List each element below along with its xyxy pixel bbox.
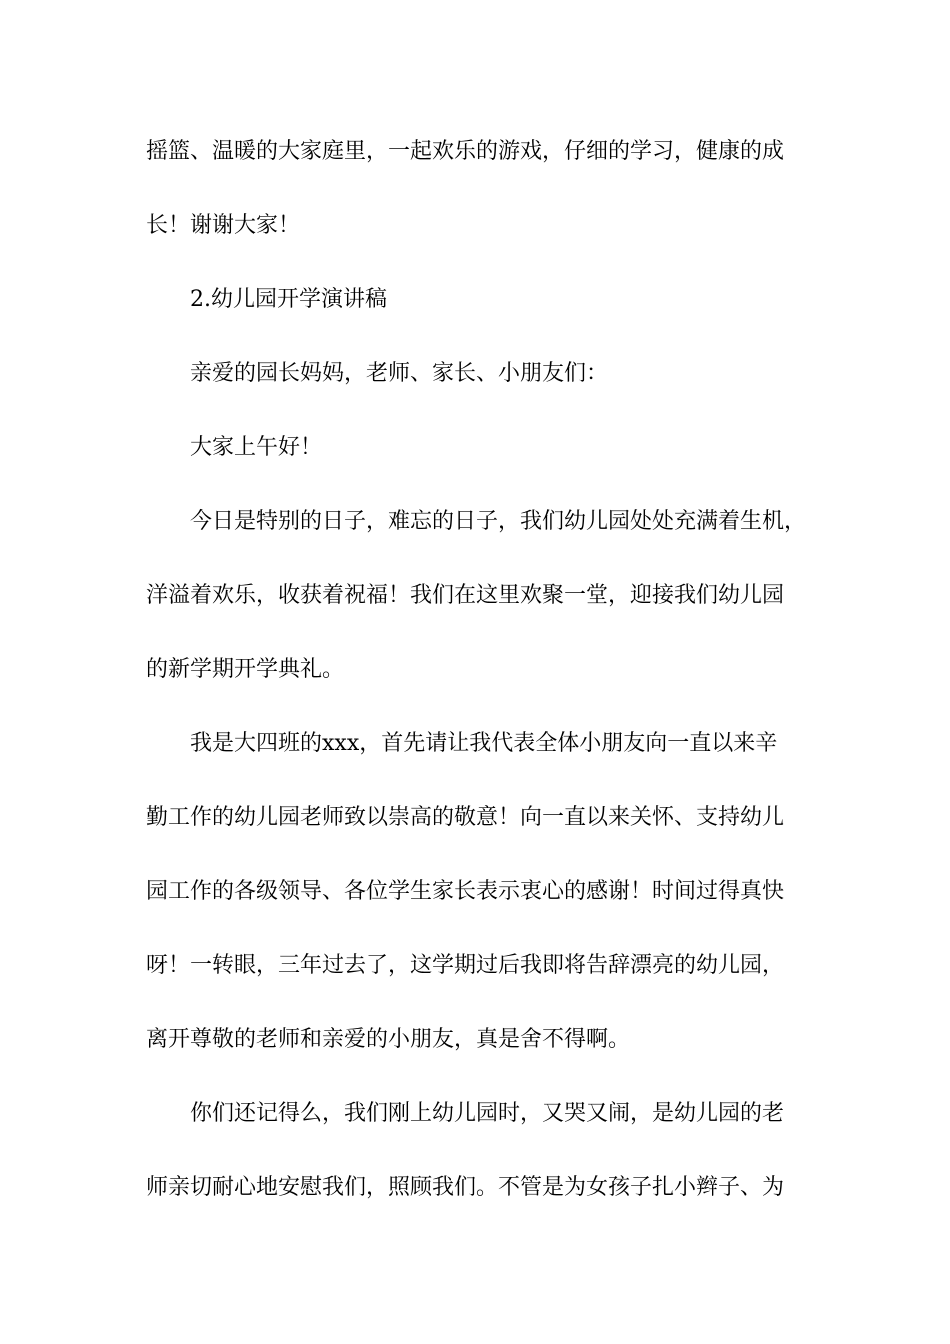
text-line: 今日是特别的日子，难忘的日子，我们幼儿园处处充满着生机， (190, 509, 807, 534)
text-line: 长！谢谢大家！ (146, 213, 301, 238)
section-heading: 2.幼儿园开学演讲稿 (190, 287, 387, 312)
text-line: 的新学期开学典礼。 (146, 657, 345, 682)
salutation: 亲爱的园长妈妈，老师、家长、小朋友们： (190, 361, 609, 386)
text-line: 师亲切耐心地安慰我们，照顾我们。不管是为女孩子扎小辫子、为 (146, 1175, 785, 1200)
text-line: 园工作的各级领导、各位学生家长表示衷心的感谢！时间过得真快 (146, 879, 785, 904)
text-line: 你们还记得么，我们刚上幼儿园时，又哭又闹，是幼儿园的老 (190, 1101, 785, 1126)
text-line: 离开尊敬的老师和亲爱的小朋友，真是舍不得啊。 (146, 1027, 631, 1052)
text-line: 呀！一转眼，三年过去了，这学期过后我即将告辞漂亮的幼儿园， (146, 953, 785, 978)
text-line: 摇篮、温暖的大家庭里，一起欢乐的游戏，仔细的学习，健康的成 (146, 139, 785, 164)
text-line: 我是大四班的xxx，首先请让我代表全体小朋友向一直以来辛 (190, 731, 778, 756)
greeting: 大家上午好！ (190, 435, 323, 460)
text-line: 勤工作的幼儿园老师致以崇高的敬意！向一直以来关怀、支持幼儿 (146, 805, 785, 830)
text-line: 洋溢着欢乐，收获着祝福！我们在这里欢聚一堂，迎接我们幼儿园 (146, 583, 785, 608)
